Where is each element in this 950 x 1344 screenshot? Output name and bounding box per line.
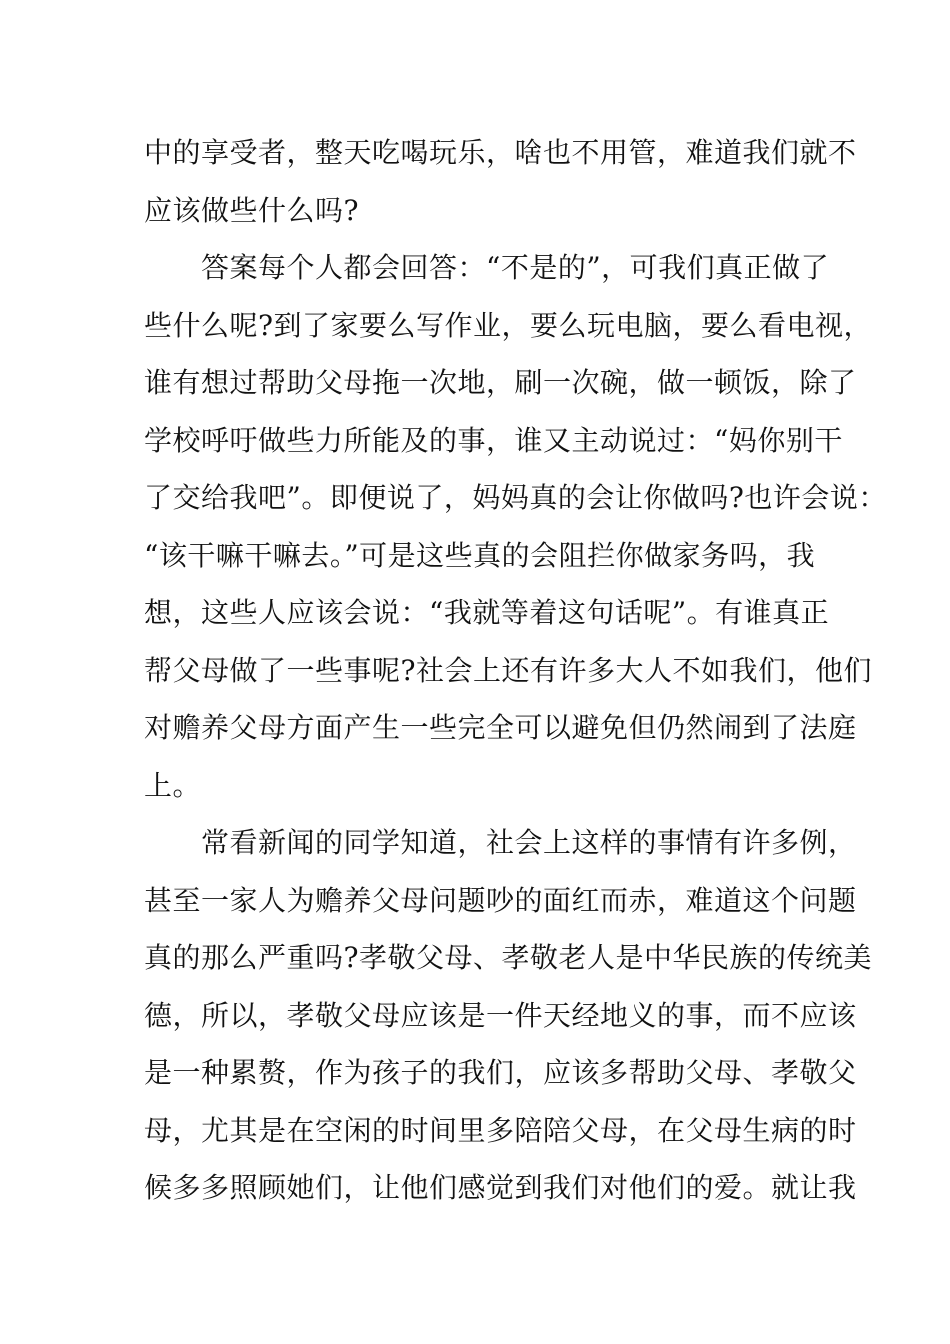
text-line: 对赡养父母方面产生一些完全可以避免但仍然闹到了法庭 bbox=[144, 711, 857, 744]
text-line: 德，所以，孝敬父母应该是一件天经地义的事，而不应该 bbox=[144, 998, 857, 1032]
text-line: 真的那么严重吗?孝敬父母、孝敬老人是中华民族的传统美 bbox=[144, 941, 873, 974]
text-line: 了交给我吧”。即便说了，妈妈真的会让你做吗?也许会说： bbox=[144, 481, 887, 514]
text-line: 答案每个人都会回答：“不是的”，可我们真正做了 bbox=[144, 251, 830, 284]
paragraph-1 bbox=[144, 124, 857, 239]
text-line: 母，尤其是在空闲的时间里多陪陪父母，在父母生病的时 bbox=[144, 1113, 857, 1147]
text-line: 甚至一家人为赡养父母问题吵的面红而赤，难道这个问题 bbox=[144, 883, 857, 917]
text-line: 谁有想过帮助父母拖一次地，刷一次碗，做一顿饭，除了 bbox=[144, 366, 857, 399]
text-line: 候多多照顾她们，让他们感觉到我们对他们的爱。就让我 bbox=[144, 1171, 857, 1204]
document-body bbox=[144, 124, 887, 1217]
text-line: 应该做些什么吗? bbox=[144, 193, 360, 227]
text-line: 些什么呢?到了家要么写作业，要么玩电脑，要么看电视， bbox=[144, 308, 873, 342]
text-line: 想，这些人应该会说：“我就等着这句话呢”。有谁真正 bbox=[144, 596, 830, 629]
text-line: 是一种累赘，作为孩子的我们，应该多帮助父母、孝敬父 bbox=[144, 1056, 857, 1089]
text-line: 学校呼吁做些力所能及的事，谁又主动说过：“妈你别干 bbox=[144, 423, 843, 457]
text-line: “该干嘛干嘛去。”可是这些真的会阻拦你做家务吗，我 bbox=[144, 538, 816, 572]
text-line: 常看新闻的同学知道，社会上这样的事情有许多例， bbox=[144, 826, 857, 859]
text-line: 帮父母做了一些事呢?社会上还有许多大人不如我们，他们 bbox=[144, 653, 873, 687]
paragraph-2 bbox=[144, 239, 887, 814]
text-line: 中的享受者，整天吃喝玩乐，啥也不用管，难道我们就不 bbox=[144, 136, 857, 169]
paragraph-3 bbox=[144, 814, 873, 1217]
text-line: 上。 bbox=[144, 768, 202, 802]
